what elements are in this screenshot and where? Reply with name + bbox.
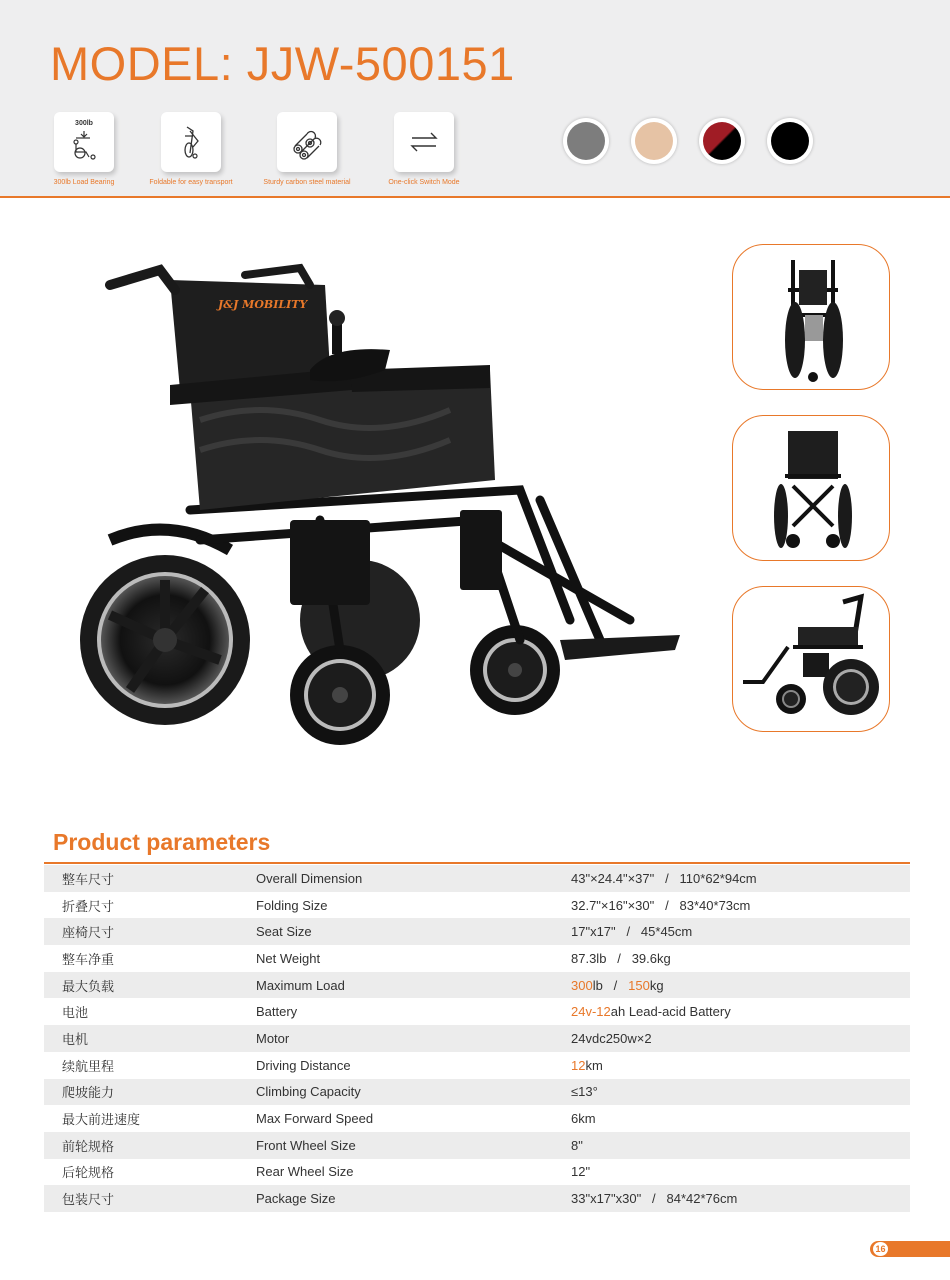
value-text: lb /: [592, 977, 629, 993]
color-swatch-red-black[interactable]: [699, 118, 745, 164]
table-row: [44, 1105, 910, 1132]
folded-wheelchair-image: [733, 245, 890, 390]
table-row: [44, 1079, 910, 1106]
feature-load-bearing: [34, 112, 134, 186]
param-value: [571, 1004, 910, 1019]
section-divider: [44, 862, 910, 864]
table-row: [44, 1185, 910, 1212]
param-cn: 整车净重: [62, 952, 115, 968]
swatch-dot: [567, 122, 605, 160]
color-swatch-beige[interactable]: [631, 118, 677, 164]
feature-caption: Sturdy carbon steel material: [263, 179, 351, 186]
param-value: 8": [571, 1137, 583, 1153]
param-value: 12": [571, 1164, 591, 1180]
feature-steel: [257, 112, 357, 186]
param-cn: 爬坡能力: [62, 1086, 115, 1102]
feature-box: [277, 112, 337, 172]
steel-tubes-icon: [287, 122, 327, 162]
side-view-wheelchair-image: [733, 587, 890, 732]
swatch-dot: [635, 122, 673, 160]
param-value: 43"×24.4"×37" / 110*62*94cm: [571, 870, 757, 886]
param-value: 33"x17"x30" / 84*42*76cm: [571, 1191, 738, 1207]
value-text: ah Lead-acid Battery: [610, 1004, 731, 1020]
table-row: [44, 998, 910, 1025]
param-en: Overall Dimension: [256, 870, 363, 886]
folding-wheelchair-icon: [171, 122, 211, 162]
param-en: Motor: [256, 1030, 290, 1046]
feature-caption: 300lb Load Bearing: [53, 179, 115, 186]
param-en: Folding Size: [256, 897, 328, 913]
load-badge: 300lb: [75, 120, 93, 127]
feature-caption: One-click Switch Mode: [388, 179, 460, 186]
param-cn: 折叠尺寸: [62, 899, 115, 915]
param-en: Rear Wheel Size: [256, 1164, 354, 1180]
param-en: Battery: [256, 1004, 298, 1020]
table-row: [44, 1025, 910, 1052]
param-value: 6km: [571, 1111, 596, 1127]
param-en: Driving Distance: [256, 1057, 351, 1073]
switch-arrows-icon: [404, 122, 444, 162]
param-value: 87.3lb / 39.6kg: [571, 950, 671, 966]
table-row: [44, 1132, 910, 1159]
brand-label: J&J MOBILITY: [218, 298, 308, 311]
front-view-wheelchair-image: [733, 416, 890, 561]
section-title: Product parameters: [53, 829, 271, 855]
table-row: [44, 945, 910, 972]
feature-box: [394, 112, 454, 172]
highlight-value: 150: [628, 977, 650, 993]
feature-caption: Foldable for easy transport: [149, 179, 233, 186]
header-band: [0, 0, 950, 198]
highlight-value: 24v-12: [571, 1004, 611, 1020]
model-title: MODEL: JJW-500151: [50, 37, 515, 90]
table-row: [44, 892, 910, 919]
highlight-value: 12: [571, 1057, 586, 1073]
param-cn: 包装尺寸: [62, 1193, 115, 1209]
thumbnail-side-view[interactable]: [732, 586, 890, 732]
table-row: [44, 972, 910, 999]
table-row: [44, 865, 910, 892]
param-en: Net Weight: [256, 950, 321, 966]
param-cn: 电池: [62, 1006, 89, 1022]
param-en: Max Forward Speed: [256, 1111, 374, 1127]
value-text: km: [585, 1057, 603, 1073]
swatch-dot: [771, 122, 809, 160]
param-cn: 续航里程: [62, 1059, 115, 1075]
param-value: 24vdc250w×2: [571, 1030, 652, 1046]
param-cn: 最大前进速度: [62, 1113, 141, 1129]
table-row: [44, 918, 910, 945]
color-swatch-black[interactable]: [767, 118, 813, 164]
table-row: [44, 1159, 910, 1186]
color-swatch-gray[interactable]: [563, 118, 609, 164]
feature-foldable: [141, 112, 241, 186]
thumbnail-folded-view[interactable]: [732, 244, 890, 390]
param-cn: 座椅尺寸: [62, 926, 115, 942]
param-value: 17"x17" / 45*45cm: [571, 924, 693, 940]
param-cn: 最大负载: [62, 979, 115, 995]
table-row: [44, 1052, 910, 1079]
param-en: Package Size: [256, 1191, 336, 1207]
value-text: kg: [649, 977, 664, 993]
feature-box: [161, 112, 221, 172]
wheelchair-main-image: [70, 240, 690, 780]
param-cn: 前轮规格: [62, 1139, 115, 1155]
feature-switch: [374, 112, 474, 186]
parameters-table: [44, 865, 910, 1212]
param-value: ≤13°: [571, 1084, 598, 1100]
highlight-value: 300: [571, 977, 593, 993]
param-en: Front Wheel Size: [256, 1137, 356, 1153]
param-cn: 电机: [62, 1032, 89, 1048]
thumbnail-front-view[interactable]: [732, 415, 890, 561]
swatch-dot: [703, 122, 741, 160]
param-en: Climbing Capacity: [256, 1084, 361, 1100]
param-en: Maximum Load: [256, 977, 345, 993]
param-en: Seat Size: [256, 924, 312, 940]
param-cn: 后轮规格: [62, 1166, 115, 1182]
feature-box: [54, 112, 114, 172]
param-value: [571, 978, 910, 993]
param-cn: 整车尺寸: [62, 872, 115, 888]
load-bearing-wheelchair-icon: [64, 122, 104, 162]
param-value: 32.7"×16"×30" / 83*40*73cm: [571, 897, 751, 913]
page-number: 16: [873, 1242, 888, 1256]
param-value: [571, 1058, 910, 1073]
